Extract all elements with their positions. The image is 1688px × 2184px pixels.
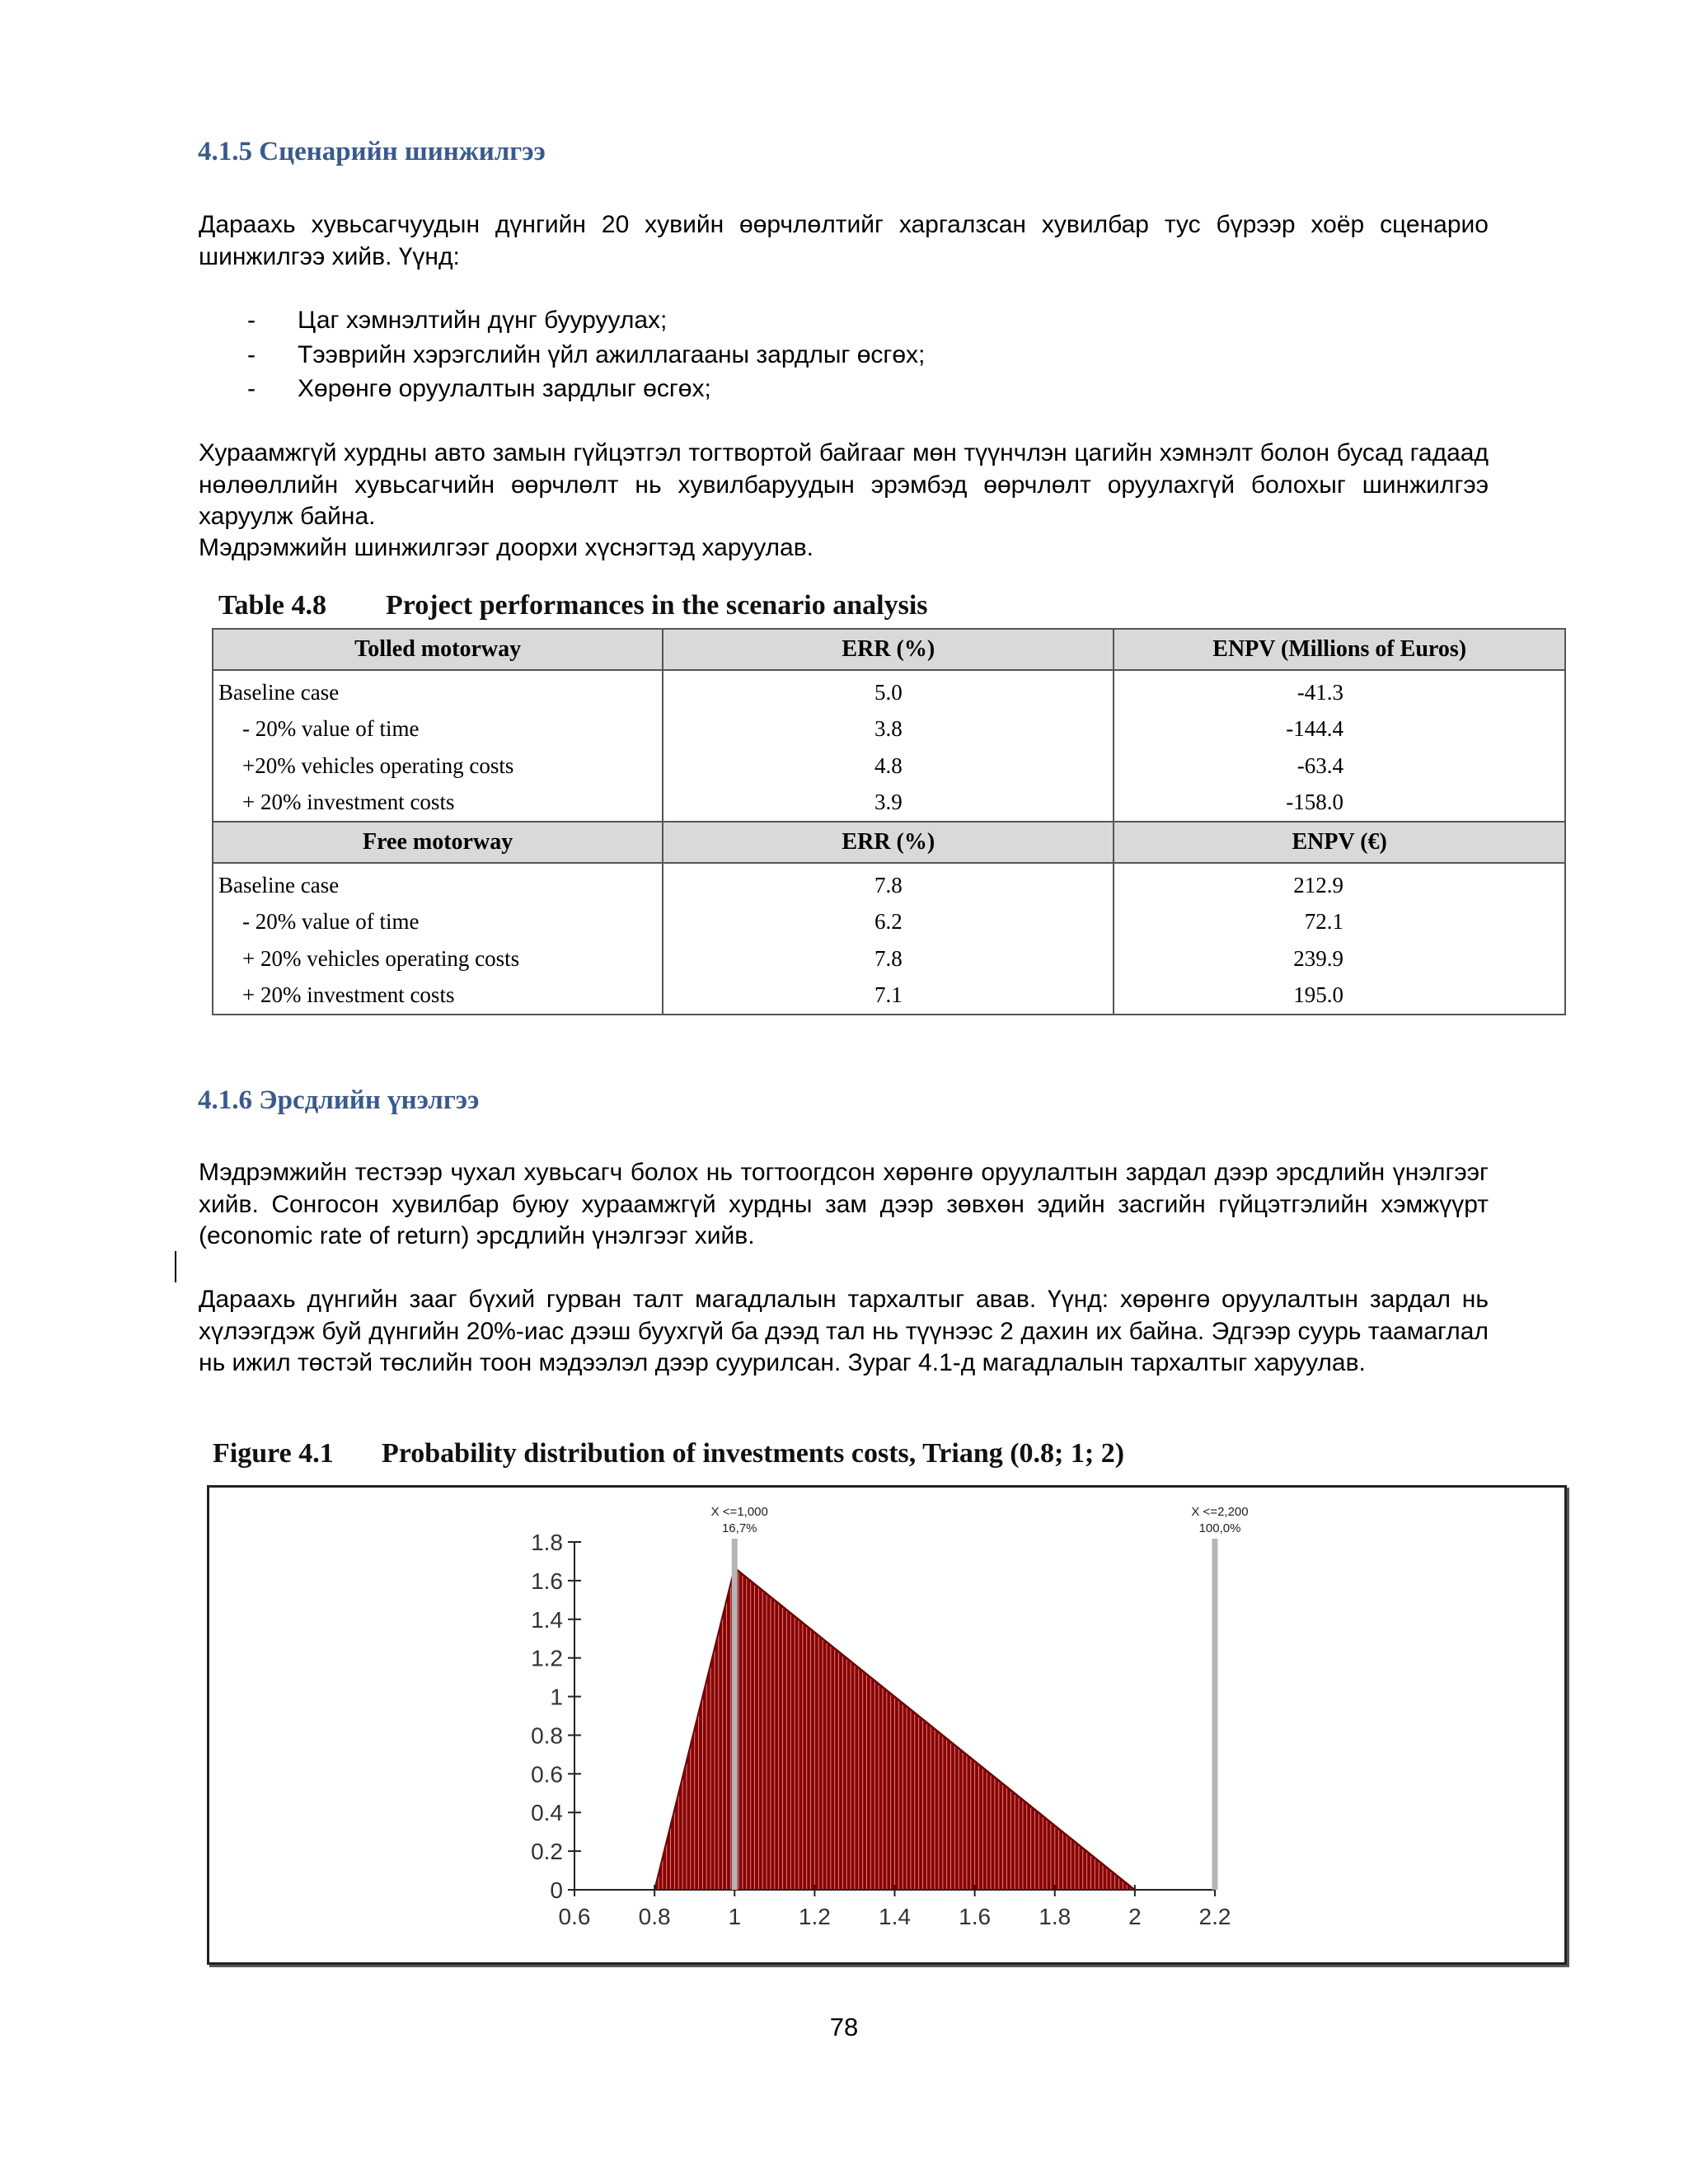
err-cell: 7.1 (663, 977, 1114, 1015)
list-item: - Цаг хэмнэлтийн дүнг бууруулах; (247, 307, 668, 334)
bullet-list (247, 303, 925, 406)
enpv-cell: -63.4 (1114, 748, 1565, 785)
x-tick-label: 0.6 (558, 1904, 591, 1929)
table-number: Table 4.8 (218, 590, 327, 621)
table-header-row (213, 629, 1565, 670)
enpv-cell: -158.0 (1114, 785, 1565, 823)
y-tick-label: 0.2 (531, 1839, 563, 1865)
table-row (213, 863, 1565, 904)
enpv-cell: -41.3 (1114, 670, 1565, 711)
column-header: ENPV (€) (1114, 822, 1565, 863)
column-header: Free motorway (213, 822, 663, 863)
err-cell: 6.2 (663, 904, 1114, 941)
err-cell: 3.8 (663, 711, 1114, 748)
y-tick-label: 0.8 (531, 1722, 563, 1749)
table-row (213, 711, 1565, 748)
err-cell: 5.0 (663, 670, 1114, 711)
free-motorway-group (213, 863, 1565, 1015)
enpv-cell: -144.4 (1114, 711, 1565, 748)
x-tick-label: 1.4 (879, 1904, 911, 1929)
x-tick-label: 1.2 (798, 1904, 831, 1929)
x-tick-label: 1.8 (1039, 1904, 1071, 1929)
x-tick-label: 2.2 (1198, 1904, 1231, 1929)
y-tick-label: 1.2 (531, 1645, 563, 1671)
page-number: 78 (829, 2013, 859, 2041)
column-header: Tolled motorway (213, 629, 663, 670)
figure-caption (213, 1438, 1124, 1469)
bullet-text: Хөрөнгө оруулалтын зардлыг өсгөх; (298, 375, 711, 402)
text-cursor (175, 1251, 176, 1282)
x-tick-label: 0.8 (638, 1904, 671, 1929)
column-header: ENPV (Millions of Euros) (1114, 629, 1565, 670)
enpv-cell: 72.1 (1114, 904, 1565, 941)
risk-intro-paragraph: Мэдрэмжийн тестээр чухал хувьсагч болох нь тогтоогдсон хөрөнгө оруулалтын зардал дээр эрсдлийн үнэлгээг хийв. Сонгосон хувилбар буюу хураамжгүй хурдны зам дээр зөвхөн эдийн засгийн гүйцэтгэлийн хэмжүүрт (economic rate of return) эрсдлийн үнэлгээг хийв. (199, 1159, 1489, 1249)
y-tick-label: 1.4 (531, 1606, 563, 1633)
list-item: - Хөрөнгө оруулалтын зардлыг өсгөх; (247, 375, 711, 402)
tolled-motorway-group (213, 670, 1565, 822)
y-tick-label: 0.6 (531, 1761, 563, 1788)
enpv-cell: 212.9 (1114, 863, 1565, 904)
list-item: - Тээврийн хэрэгслийн үйл ажиллагааны зардлыг өсгөх; (247, 340, 926, 368)
bullet-text: Тээврийн хэрэгслийн үйл ажиллагааны зардлыг өсгөх; (298, 340, 926, 368)
x-tick-label: 1 (728, 1904, 742, 1929)
intro-paragraph: Дараахь хувьсагчуудын дүнгийн 20 хувийн өөрчлөлтийг харгалзсан хувилбар тус бүрээр хоёр сценарио шинжилгээ хийв. Үүнд: (199, 211, 1489, 270)
row-label: Baseline case (213, 863, 663, 904)
marker-label: X <=2,200 (1191, 1505, 1249, 1519)
table-header-row (213, 822, 1565, 863)
row-label: - 20% value of time (213, 904, 663, 941)
err-cell: 7.8 (663, 940, 1114, 977)
y-tick-label: 1.8 (531, 1530, 563, 1555)
table-title: Project performances in the scenario analysis (386, 590, 928, 621)
table-caption (218, 590, 928, 621)
table-row (213, 748, 1565, 785)
enpv-cell: 195.0 (1114, 977, 1565, 1015)
table-row (213, 670, 1565, 711)
table-intro-paragraph: Мэдрэмжийн шинжилгээг доорхи хүснэгтэд харуулав. (199, 534, 814, 561)
err-cell: 4.8 (663, 748, 1114, 785)
marker-percent: 16,7% (721, 1521, 757, 1535)
figure-title: Probability distribution of investments costs, Triang (0.8; 1; 2) (382, 1438, 1125, 1469)
err-cell: 7.8 (663, 863, 1114, 904)
column-header: ERR (%) (663, 822, 1114, 863)
table-row (213, 977, 1565, 1015)
table-row (213, 940, 1565, 977)
x-tick-label: 1.6 (959, 1904, 992, 1929)
row-label: +20% vehicles operating costs (213, 748, 663, 785)
section-heading-4-1-6: 4.1.6 Эрсдлийн үнэлгээ (198, 1085, 480, 1115)
table-row (213, 904, 1565, 941)
figure-number: Figure 4.1 (213, 1438, 334, 1469)
scenario-table (212, 628, 1566, 1015)
column-header: ERR (%) (663, 629, 1114, 670)
enpv-cell: 239.9 (1114, 940, 1565, 977)
err-cell: 3.9 (663, 785, 1114, 823)
section-heading-4-1-5: 4.1.5 Сценарийн шинжилгээ (198, 137, 546, 166)
y-tick-label: 1 (550, 1684, 563, 1710)
table-row (213, 785, 1565, 823)
distribution-paragraph: Дараахь дүнгийн зааг бүхий гурван талт магадлалын тархалтыг авав. Үүнд: хөрөнгө оруулалтын зардал нь хүлээгдэж буй дүнгийн 20%-иас дээш буухгүй ба дээд тал нь түүнээс 2 дахин их байна. Эдгээр суурь таамаглал нь ижил төстэй төслийн тоон мэдээлэл дээр суурилсан. Зураг 4.1-д магадлалын тархалтыг харуулав. (199, 1286, 1489, 1376)
scenario-finding-paragraph: Хураамжгүй хурдны авто замын гүйцэтгэл тогтвортой байгааг мөн түүнчлэн цагийн хэмнэлт болон бусад гадаад нөлөөллийн хувьсагчийн өөрчлөлт нь хувилбаруудын эрэмбэд өөрчлөлт оруулахгүй болохыг шинжилгээ харуулж байна. (199, 439, 1489, 530)
row-label: + 20% investment costs (213, 977, 663, 1015)
triangular-distribution-chart (209, 1488, 1564, 1962)
marker-label: X <=1,000 (710, 1505, 768, 1519)
figure-frame (207, 1485, 1567, 1965)
bullet-text: Цаг хэмнэлтийн дүнг бууруулах; (298, 307, 668, 334)
row-label: Baseline case (213, 670, 663, 711)
row-label: + 20% investment costs (213, 785, 663, 823)
row-label: - 20% value of time (213, 711, 663, 748)
y-tick-label: 1.6 (531, 1568, 563, 1594)
y-tick-label: 0 (550, 1877, 563, 1903)
free-motorway-header-group (213, 822, 1565, 863)
row-label: + 20% vehicles operating costs (213, 940, 663, 977)
x-tick-label: 2 (1128, 1904, 1142, 1929)
marker-percent: 100,0% (1198, 1521, 1241, 1535)
y-tick-label: 0.4 (531, 1800, 563, 1826)
